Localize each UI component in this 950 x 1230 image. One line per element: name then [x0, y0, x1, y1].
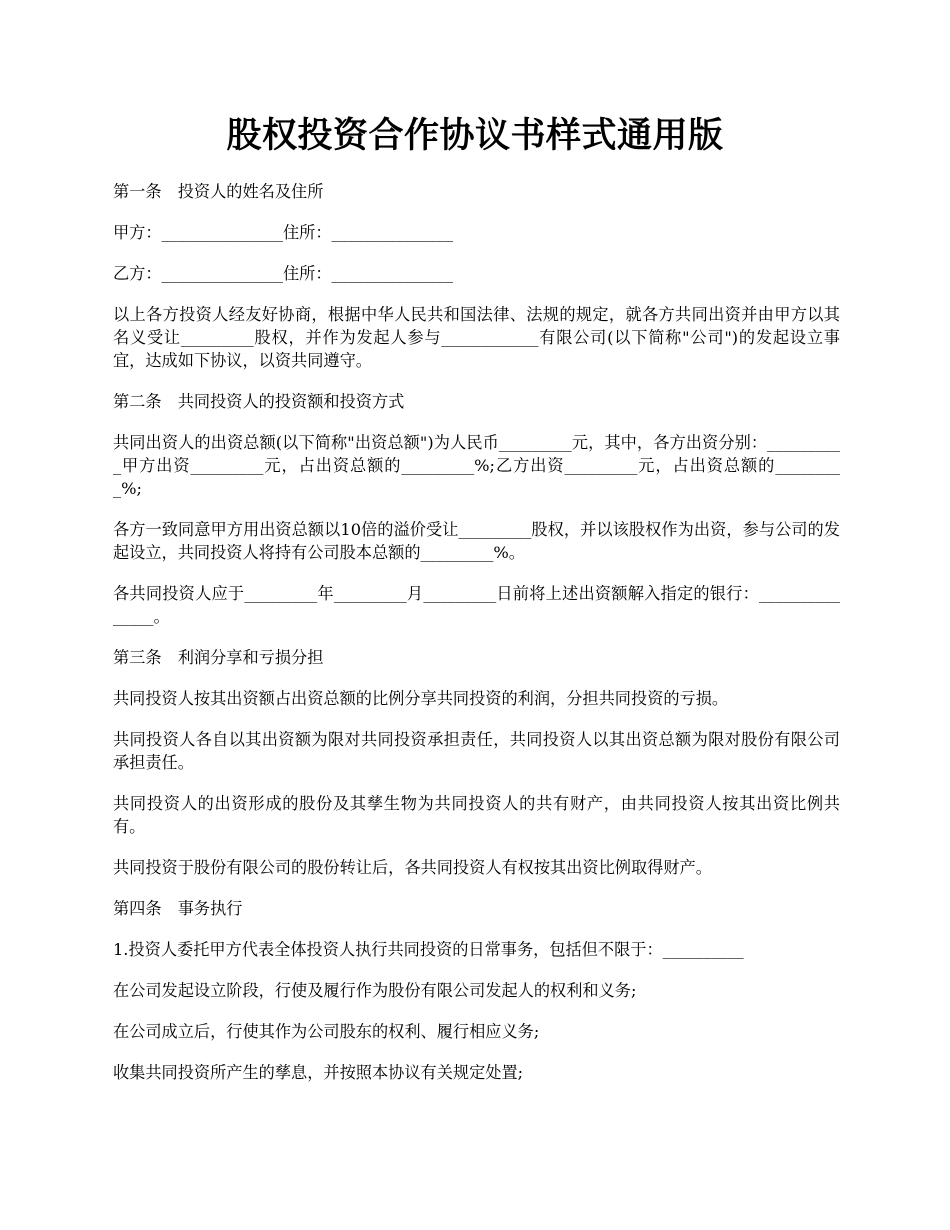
share-transfer-paragraph: 共同投资于股份有限公司的股份转让后，各共同投资人有权按其出资比例取得财产。: [113, 858, 712, 877]
delegation-item-1: 1.投资人委托甲方代表全体投资人执行共同投资的日常事务，包括但不限于：__________: [113, 940, 744, 959]
article-3-heading: 第三条 利润分享和亏损分担: [113, 648, 324, 667]
liability-paragraph: 共同投资人各自以其出资额为限对共同投资承担责任，共同投资人以其出资总额为限对股份有限公司承担责任。: [113, 730, 840, 772]
article-2-heading: 第二条 共同投资人的投资额和投资方式: [113, 392, 405, 411]
profit-sharing-paragraph: 共同投资人按其出资额占出资总额的比例分享共同投资的利润，分担共同投资的亏损。: [113, 689, 729, 708]
document-title: 股权投资合作协议书样式通用版: [226, 115, 724, 156]
contribution-total-paragraph: 共同出资人的出资总额(以下简称"出资总额")为人民币_________元，其中，各方出资分别：__________甲方出资_________元，占出资总额的_________%;乙方出资_________元，占出资总额的_________%;: [113, 433, 840, 498]
delegation-item-proceeds: 收集共同投资所产生的孳息，并按照本协议有关规定处置;: [113, 1063, 524, 1082]
party-a-line: 甲方：_______________住所：_______________: [113, 223, 453, 242]
party-b-line: 乙方：_______________住所：_______________: [113, 264, 453, 283]
preamble-paragraph: 以上各方投资人经友好协商，根据中华人民共和国法律、法规的规定，就各方共同出资并由甲方以其名义受让_________股权，并作为发起人参与____________有限公司(以下简称"公司")的发起设立事宜，达成如下协议，以资共同遵守。: [113, 305, 840, 370]
delegation-item-founding: 在公司发起设立阶段，行使及履行作为股份有限公司发起人的权利和义务;: [113, 981, 637, 1000]
article-1-heading: 第一条 投资人的姓名及住所: [113, 182, 324, 201]
joint-property-paragraph: 共同投资人的出资形成的股份及其孳生物为共同投资人的共有财产，由共同投资人按其出资比例共有。: [113, 794, 840, 836]
article-4-heading: 第四条 事务执行: [113, 899, 243, 918]
premium-transfer-paragraph: 各方一致同意甲方用出资总额以10倍的溢价受让_________股权，并以该股权作为出资，参与公司的发起设立，共同投资人将持有公司股本总额的_________%。: [113, 520, 840, 562]
payment-deadline-paragraph: 各共同投资人应于_________年_________月_________日前将上述出资额解入指定的银行：_______________。: [113, 584, 840, 626]
document-body: [113, 180, 840, 1102]
delegation-item-shareholder: 在公司成立后，行使其作为公司股东的权利、履行相应义务;: [113, 1022, 540, 1041]
